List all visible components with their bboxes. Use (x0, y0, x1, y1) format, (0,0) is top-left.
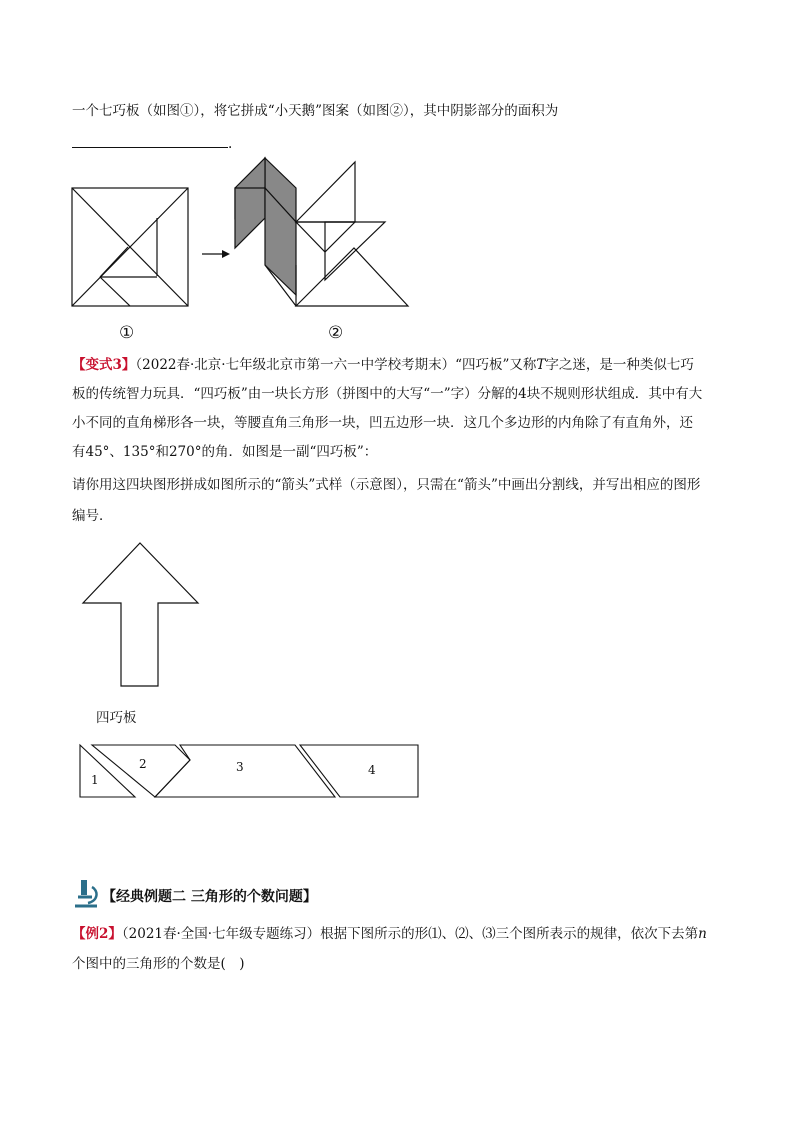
piece-2-label: 2 (139, 757, 147, 771)
variant3-line3: 小不同的直角梯形各一块，等腰直角三角形一块，凹五边形一块．这几个多边形的内角除了有直角外，还 (72, 415, 693, 431)
variant3-line1-t: T (536, 357, 546, 373)
four-tangram-caption: 四巧板 (96, 710, 137, 726)
problem1-line1: 一个七巧板（如图①），将它拼成“小天鹅”图案（如图②），其中阴影部分的面积为 (72, 103, 559, 119)
figure2-label: ② (328, 323, 344, 343)
piece-3-label: 3 (236, 760, 244, 774)
figure1-label: ① (119, 323, 135, 343)
piece-3 (155, 745, 335, 797)
example2-line1 (72, 924, 707, 944)
variant3-line1-a: （2022春·北京·七年级北京市第一六一中学校考期末）“四巧板”又称 (135, 357, 537, 373)
piece-4-label: 4 (368, 763, 376, 777)
example2-line1-a: （2021春·全国·七年级专题练习）根据下图所示的形⑴、⑵、⑶三个图所表示的规律，依次下去第 (121, 926, 699, 942)
microscope-icon (72, 877, 100, 909)
example2-tag: 【例2】 (72, 926, 122, 942)
variant3-line1-b: 字之迷，是一种类似七巧 (545, 357, 694, 373)
variant3-line5: 请你用这四块图形拼成如图所示的“箭头”式样（示意图），只需在“箭头”中画出分割线，并写出相应的图形 (72, 477, 701, 493)
variant3-line4: 有45°、135°和270°的角．如图是一副“四巧板”： (72, 444, 378, 460)
example2-line1-n: n (698, 926, 707, 942)
piece-1-label: 1 (91, 773, 99, 787)
example2-line2: 个图中的三角形的个数是( ) (72, 956, 245, 972)
problem1-line2-end: . (228, 136, 233, 152)
variant3-line6: 编号． (72, 508, 113, 524)
piece-1 (80, 745, 135, 797)
variant3-line2: 板的传统智力玩具．“四巧板”由一块长方形（拼图中的大写“一”字）分解的4块不规则形状组成．其中有大 (72, 386, 703, 402)
variant3-tag: 【变式3】 (72, 357, 136, 373)
section2-title: 【经典例题二 三角形的个数问题】 (102, 889, 317, 905)
piece-4 (300, 745, 418, 797)
